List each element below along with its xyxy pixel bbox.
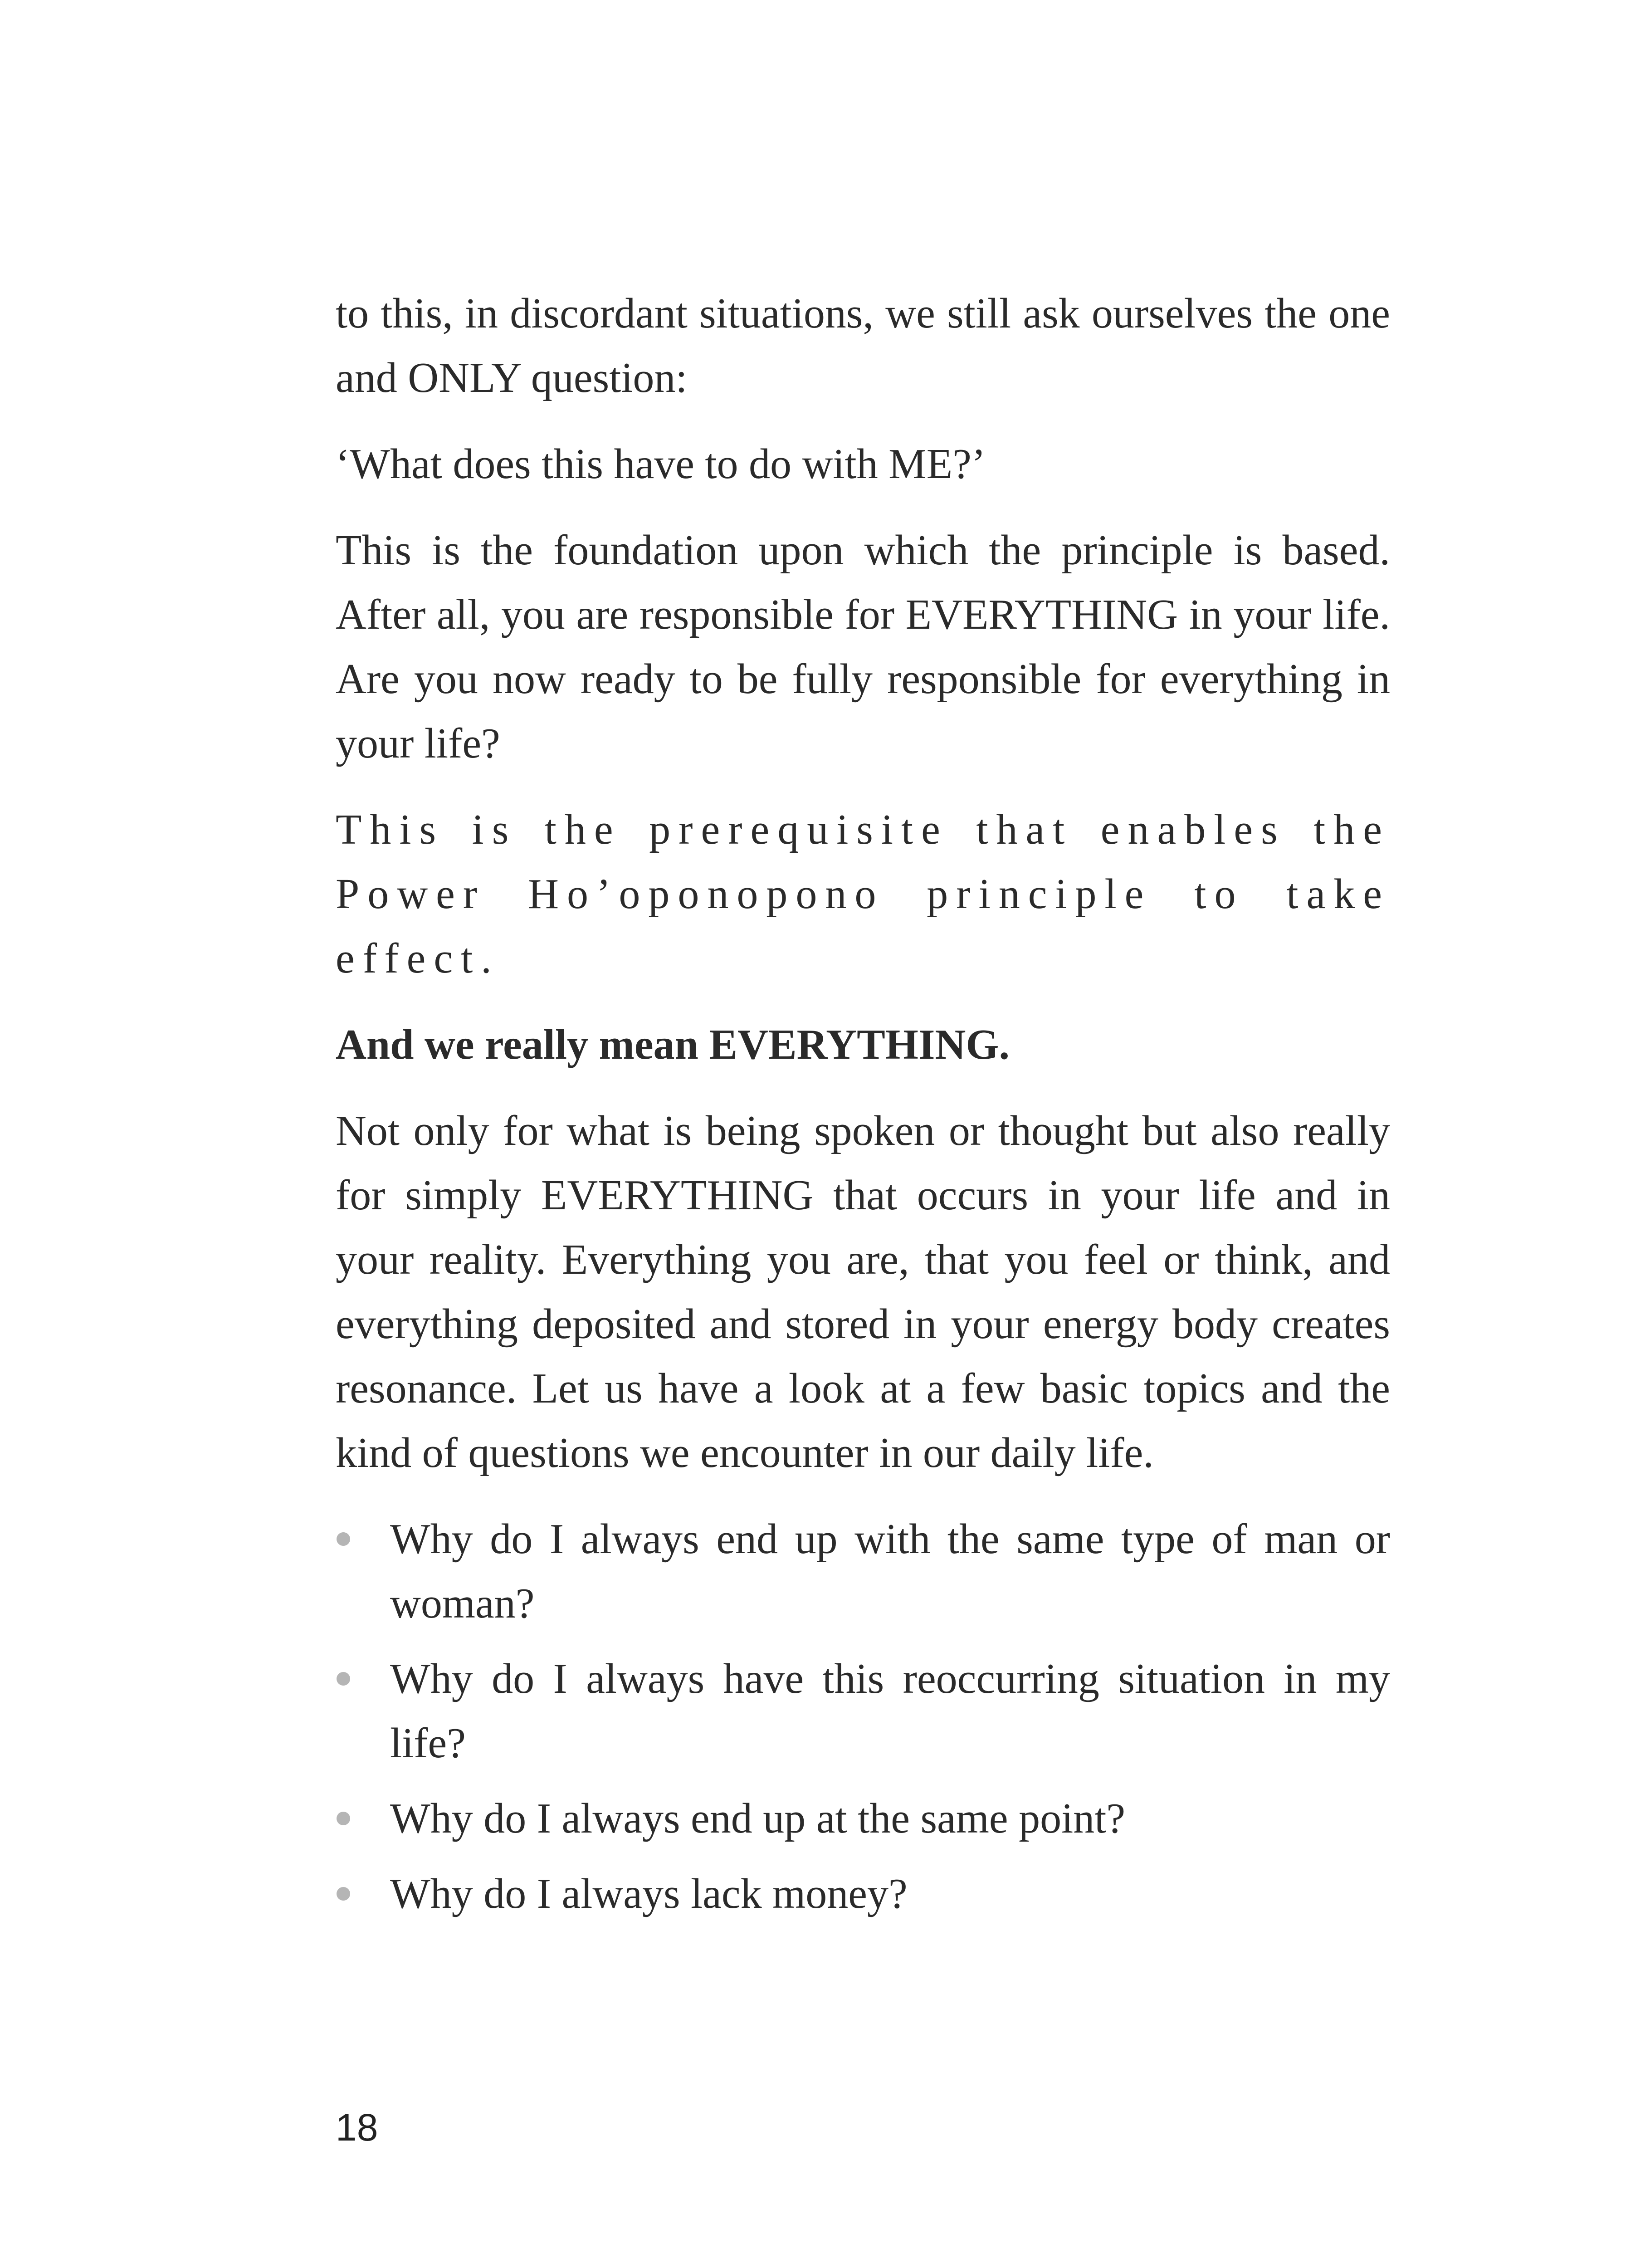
page-body: [336, 281, 1390, 1937]
paragraph-question: ‘What does this have to do with ME?’: [336, 440, 986, 488]
paragraph-emphasis: And we really mean EVERYTHING.: [336, 1021, 1010, 1068]
bullet-icon: [337, 1672, 350, 1686]
list-item: [336, 1786, 1390, 1851]
paragraph-foundation: This is the foundation upon which the principle is based. After all, you are responsible for EVERYTHING in your life. Are you now ready to be fully responsible for everything in your life?: [336, 527, 1390, 767]
question-list: [336, 1507, 1390, 1926]
bullet-icon: [337, 1812, 350, 1825]
paragraph-prerequisite: This is the prerequisite that enables the Power Ho’oponopono principle to take effect.: [336, 806, 1390, 982]
paragraph-everything: Not only for what is being spoken or thought but also really for simply EVERYTHING that occurs in your life and in your reality. Everything you are, that you feel or think, and everything deposited and stored in your energy body creates resonance. Let us have a look at a few basic topics and the kind of questions we encounter in our daily life.: [336, 1107, 1390, 1476]
list-item-text: Why do I always end up at the same point?: [390, 1795, 1126, 1842]
list-item: [336, 1507, 1390, 1636]
list-item: [336, 1862, 1390, 1926]
list-item-text: Why do I always end up with the same type of man or woman?: [390, 1515, 1390, 1627]
bullet-icon: [337, 1532, 350, 1546]
list-item: [336, 1647, 1390, 1775]
paragraph-intro: to this, in discordant situations, we still ask ourselves the one and ONLY question:: [336, 290, 1390, 401]
list-item-text: Why do I always lack money?: [390, 1870, 908, 1917]
page-number: 18: [336, 2106, 378, 2149]
bullet-icon: [337, 1887, 350, 1901]
list-item-text: Why do I always have this reoccurring situation in my life?: [390, 1655, 1390, 1767]
